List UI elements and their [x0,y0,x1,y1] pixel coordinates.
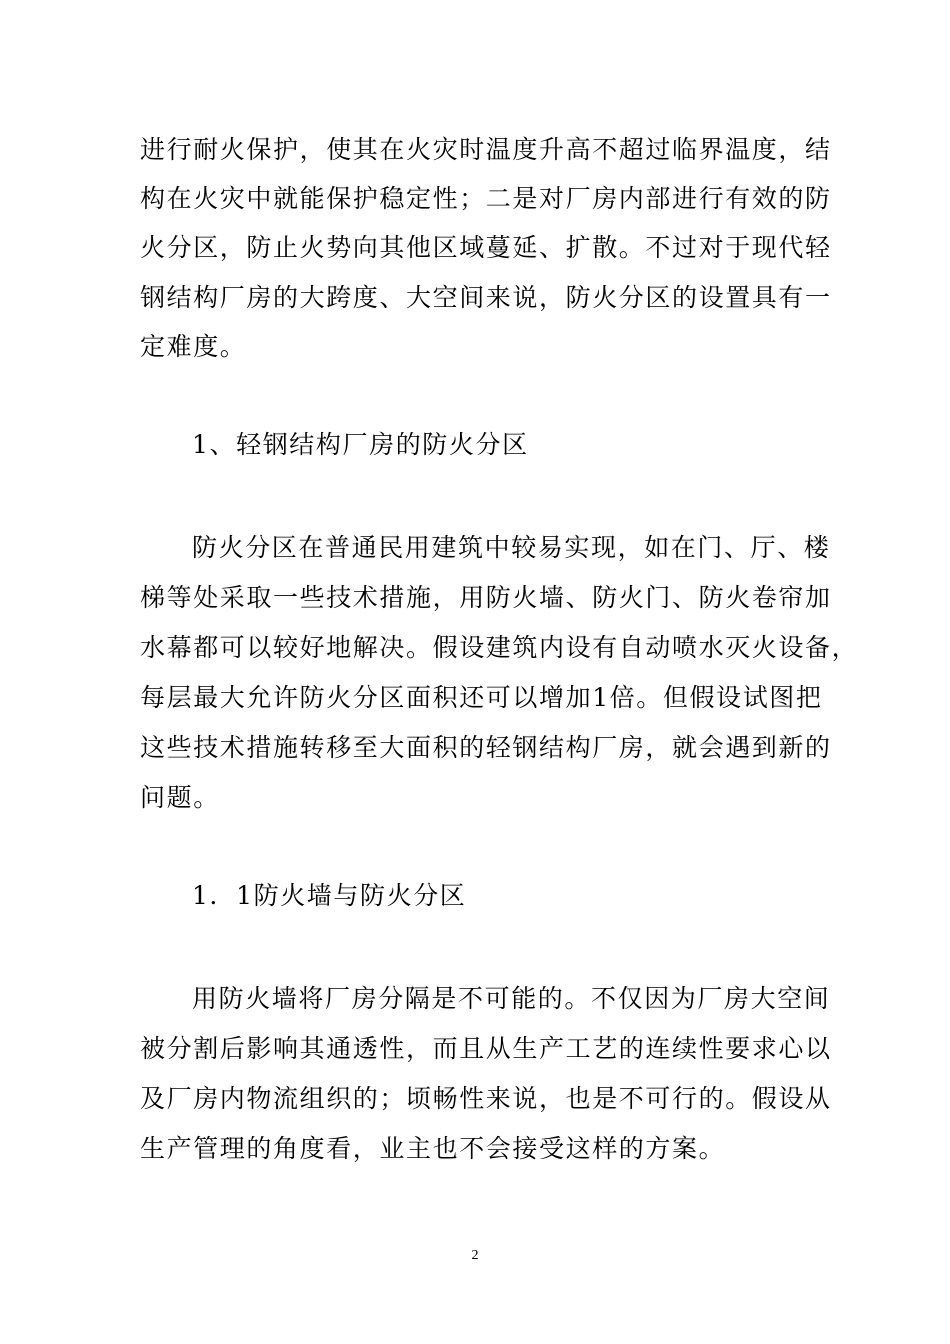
paragraph-2-line-1: 用防火墙将厂房分隔是不可能的。不仅因为厂房大空间 [192,984,831,1013]
paragraph-2-line-2: 被分割后影响其通透性，而且从生产工艺的连续性要求心以 [140,1034,832,1063]
paragraph-1-line-5: 这些技术措施转移至大面积的轻钢结构厂房，就会遇到新的 [140,733,832,762]
page-number: 2 [471,1248,479,1263]
paragraph-1-line-3: 水幕都可以较好地解决。假设建筑内设有自动喷水灭火设备， [140,633,859,662]
paragraph-2-line-3: 及厂房内物流组织的；顷畅性来说，也是不可行的。假设从 [140,1084,832,1113]
paragraph-1-line-4: 每层最大允许防火分区面积还可以增加1倍。但假设试图把 [140,683,823,712]
section-heading-1: 1、轻钢结构厂房的防火分区 [192,430,529,459]
section-heading-1-1: 1．1防火墙与防火分区 [192,881,467,910]
paragraph-1-line-1: 防火分区在普通民用建筑中较易实现，如在门、厅、楼 [192,533,831,562]
paragraph-2-line-4: 生产管理的角度看，业主也不会接受这样的方案。 [140,1134,726,1163]
intro-line-2: 构在火灾中就能保护稳定性；二是对厂房内部进行有效的防 [140,184,832,213]
paragraph-1-line-6: 问题。 [140,783,220,812]
intro-line-3: 火分区，防止火势向其他区域蔓延、扩散。不过对于现代轻 [140,233,832,262]
intro-line-5: 定难度。 [140,332,247,361]
intro-line-1: 进行耐火保护，使其在火灾时温度升高不超过临界温度，结 [140,135,832,164]
intro-line-4: 钢结构厂房的大跨度、大空间来说，防火分区的设置具有一 [140,283,832,312]
paragraph-1-line-2: 梯等处采取一些技术措施，用防火墙、防火门、防火卷帘加 [140,583,832,612]
